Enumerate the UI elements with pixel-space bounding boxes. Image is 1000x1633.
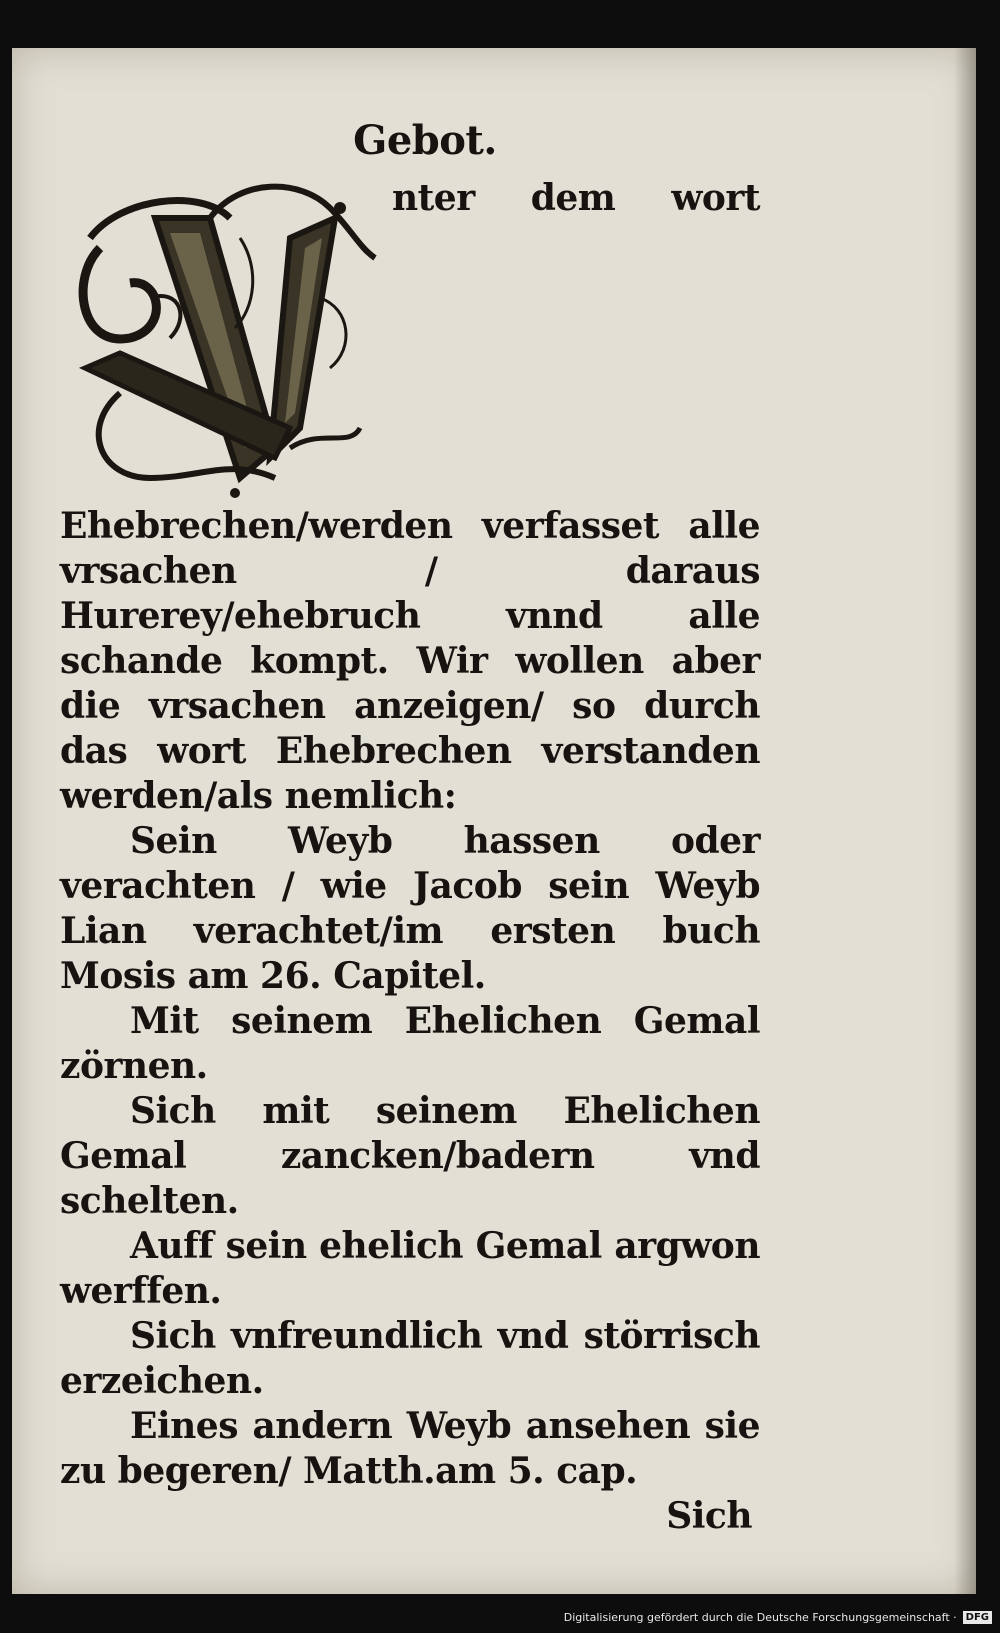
dfg-logo: DFG <box>963 1611 992 1624</box>
paragraph-2: Mit seinem Ehelichen Gemal zörnen. <box>60 1000 760 1087</box>
book-page <box>12 48 976 1594</box>
page-heading: Gebot. <box>353 117 497 164</box>
paragraph-3: Sich mit seinem Ehelichen Gemal zancken/badern vnd schelten. <box>60 1090 760 1222</box>
ornament-initial-icon <box>60 178 378 504</box>
decorated-initial-v <box>60 178 378 504</box>
lead-paragraph: nter dem wort Ehebrechen/werden verfasset alle vrsachen / daraus Hurerey/ehebruch vnnd alle schande kompt. Wir wollen aber die vrsachen anzeigen/ so durch das wort Ehebrechen verstanden werden/als nemlich: <box>60 177 760 817</box>
page-text <box>60 118 760 1539</box>
paragraph-5: Sich vnfreundlich vnd störrisch erzeichen. <box>60 1315 760 1402</box>
credit-text: Digitalisierung gefördert durch die Deutsche Forschungsgemeinschaft · <box>563 1610 957 1624</box>
paragraph-6: Eines andern Weyb ansehen sie zu begeren/ Matth.am 5. cap. <box>60 1405 760 1492</box>
paragraph-4: Auff sein ehelich Gemal argwon werffen. <box>60 1225 760 1312</box>
paragraph-1: Sein Weyb hassen oder verachten / wie Jacob sein Weyb Lian verachtet/im ersten buch Mosis am 26. Capitel. <box>60 820 760 997</box>
digitization-credit <box>564 1603 992 1631</box>
catchword: Sich <box>666 1495 752 1537</box>
